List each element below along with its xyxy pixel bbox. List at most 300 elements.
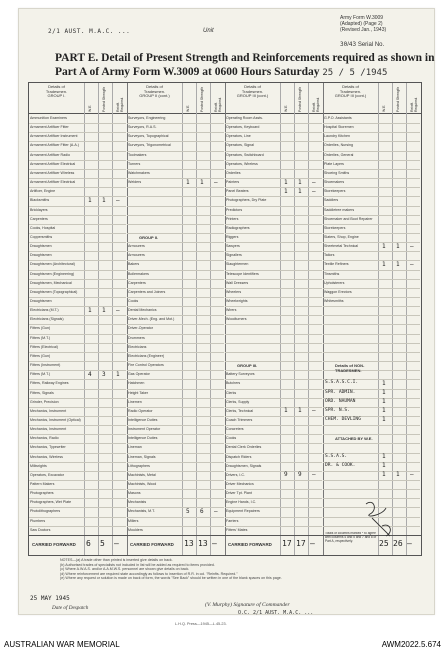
handwritten-entry: 1 xyxy=(396,471,400,479)
row-rule xyxy=(127,206,224,207)
row-rule xyxy=(323,324,420,325)
carried-forward-label: CARRIED FORWARD xyxy=(228,542,272,547)
row-rule xyxy=(225,526,322,527)
trade-label: Armament Artificer Fitter (A.A.) xyxy=(30,143,79,148)
row-rule xyxy=(29,507,126,508)
row-rule xyxy=(127,187,224,188)
row-rule xyxy=(225,123,322,124)
trade-label: Bakers xyxy=(128,262,140,267)
group-heading-line: GROUP III (cont.) xyxy=(236,93,269,98)
handwritten-entry: 1 xyxy=(186,178,190,186)
row-rule xyxy=(127,132,224,133)
row-rule xyxy=(127,480,224,481)
row-rule xyxy=(225,315,322,316)
title-date: 25 / 5 /194 xyxy=(322,68,382,78)
note-line: (c) Where A.W.A.S. and/or A.A.M.W.S. personnel are shown give details on back. xyxy=(60,567,190,572)
sub-column-divider xyxy=(308,83,309,555)
trade-label: Photolithographers xyxy=(30,509,61,514)
handwritten-entry: 1 xyxy=(382,471,386,479)
row-rule xyxy=(225,517,322,518)
trade-label: Storekeepers xyxy=(324,225,346,230)
row-rule xyxy=(225,270,322,271)
trade-label: Lithographers xyxy=(128,463,150,468)
row-rule xyxy=(127,224,224,225)
handwritten-entry: — xyxy=(214,507,218,515)
trade-label: Bricklayers xyxy=(30,207,48,212)
note-line: (e) Where any request or solution is made on back of form, the words "See Back" should be written in one of the blank spaces on this page. xyxy=(60,576,282,581)
trade-label: Textile Refiners xyxy=(324,262,349,267)
form-notes xyxy=(60,558,282,581)
trade-label: Concreters xyxy=(226,427,244,432)
row-rule xyxy=(225,352,322,353)
row-rule xyxy=(127,178,224,179)
row-rule xyxy=(225,132,322,133)
sub-column-divider xyxy=(378,83,379,555)
non-tradesman-entry: SPR. ADMIN. xyxy=(325,389,356,395)
handwritten-entry: 1 xyxy=(284,407,288,415)
row-rule xyxy=(29,270,126,271)
handwritten-entry: 4 xyxy=(88,370,92,378)
row-rule xyxy=(225,306,322,307)
row-rule xyxy=(225,141,322,142)
row-rule xyxy=(323,270,420,271)
totals-instruction: Totals of columns marked * to agree with columns 4 and 5 and 7 and 8 of Part A, respectively. xyxy=(325,532,377,543)
row-rule xyxy=(323,251,420,252)
group-heading-line: Tradesmen. xyxy=(339,88,362,94)
note-line: (d) Where reinforcement are required state accordingly as follows to insertion of R.R. in col. "Reinfts. Required." xyxy=(60,571,238,576)
row-rule xyxy=(225,215,322,216)
row-rule xyxy=(29,389,126,390)
row-rule xyxy=(127,489,224,490)
row-rule xyxy=(323,233,420,234)
trade-label: Shoemaker and Boot Repairer xyxy=(324,216,373,221)
trade-label: Tinsmiths xyxy=(324,271,340,276)
trade-label: Armament Artificer Fitter xyxy=(30,125,69,130)
trade-label: Orderlies, Nursing xyxy=(324,143,353,148)
group-heading-line: Tradesmen. xyxy=(143,88,166,94)
trade-label: Battery Surveyors xyxy=(226,372,255,377)
row-rule xyxy=(323,425,420,426)
trade-label: Telescope Identifiers xyxy=(226,271,259,276)
row-rule xyxy=(29,132,126,133)
handwritten-entry: 1 xyxy=(284,187,288,195)
trade-label: Tailors xyxy=(324,253,335,258)
row-rule xyxy=(323,361,420,362)
row-rule xyxy=(29,462,126,463)
row-rule xyxy=(29,288,126,289)
non-tradesman-count: 1 xyxy=(382,389,386,396)
row-rule xyxy=(29,498,126,499)
trade-label: Shoeing Smiths xyxy=(324,170,350,175)
row-rule xyxy=(127,471,224,472)
sub-column-heading: Reinft. Required. xyxy=(312,96,320,112)
carried-forward-value: 13 xyxy=(184,539,194,548)
row-rule xyxy=(225,233,322,234)
group-heading-line: Details of xyxy=(342,84,359,89)
handwritten-entry: 1 xyxy=(200,178,204,186)
trade-label: Whitesmiths xyxy=(324,299,344,303)
trade-label: Grinder, Precision xyxy=(30,399,59,404)
trade-label: Masons xyxy=(128,491,141,496)
row-rule xyxy=(225,251,322,252)
handwritten-entry: — xyxy=(410,242,414,250)
sub-column-heading: W.E. xyxy=(186,104,190,112)
title-year-digit: 5 xyxy=(381,68,388,78)
handwritten-entry: — xyxy=(312,178,316,186)
form-reference xyxy=(340,15,386,33)
trade-label: Dental Clerk Orderlies xyxy=(226,445,262,450)
trade-label: Driver-Mech. (Eng. and Mot.) xyxy=(128,317,175,322)
sub-column-heading: W.E. xyxy=(382,104,386,112)
row-rule xyxy=(225,288,322,289)
trade-label: G.P.O. Assistants xyxy=(324,116,352,120)
row-rule xyxy=(29,187,126,188)
row-rule xyxy=(323,187,420,188)
trade-label: Painters xyxy=(226,180,240,185)
row-rule xyxy=(225,480,322,481)
trade-label: Saddlers xyxy=(324,198,339,203)
trade-label: Butchers xyxy=(226,381,241,386)
attached-count: 1 xyxy=(382,453,386,461)
handwritten-entry: — xyxy=(312,407,316,415)
handwritten-entry: — xyxy=(410,471,414,479)
handwritten-entry: — xyxy=(214,178,218,186)
trade-label: Dental Mechanics xyxy=(128,308,157,313)
row-rule xyxy=(29,151,126,152)
trade-label: Armament Artificer Electrical xyxy=(30,161,76,166)
note-line: NOTES—(a) A trade other than printed is inserted give details on back. xyxy=(60,558,173,562)
trade-label: Mechanists, M.T. xyxy=(128,509,155,514)
row-rule xyxy=(29,352,126,353)
row-rule xyxy=(29,206,126,207)
handwritten-entry: 1 xyxy=(102,196,106,204)
attached-entry: S.S.A.S. xyxy=(325,453,348,459)
handwritten-entry: 1 xyxy=(284,178,288,186)
trade-label: Draughtsmen (Architectural) xyxy=(30,262,75,267)
trade-label: Cooks xyxy=(128,299,139,303)
row-rule xyxy=(225,242,322,243)
sub-column-heading: Reinft. Required. xyxy=(116,96,124,112)
non-tradesman-entry: SPR. N.S. xyxy=(325,407,350,413)
trade-label: Clerks xyxy=(226,390,237,395)
trade-label: Slaughtermen xyxy=(226,262,249,267)
commander-signature: (V. Murphy) Signature of Commander xyxy=(205,602,290,608)
handwritten-entry: — xyxy=(116,306,120,314)
handwritten-entry: 1 xyxy=(382,260,386,268)
row-rule xyxy=(323,151,420,152)
row-rule xyxy=(225,334,322,335)
archive-id: AWM2022.5.674 xyxy=(381,640,441,649)
form-ref-line: (Revised Jan., 1943) xyxy=(340,27,387,33)
row-rule xyxy=(225,489,322,490)
row-rule xyxy=(127,343,224,344)
row-rule xyxy=(127,443,224,444)
trade-label: Upholsterers xyxy=(324,280,345,285)
row-rule xyxy=(225,206,322,207)
row-rule xyxy=(127,462,224,463)
handwritten-entry: 9 xyxy=(298,471,302,479)
trade-label: Draughtsmen (Topographical) xyxy=(30,289,78,294)
row-rule xyxy=(127,498,224,499)
trade-label: Draughtsmen, Mechanical xyxy=(30,280,72,285)
row-rule xyxy=(127,379,224,380)
row-rule xyxy=(225,178,322,179)
note-line: (b) Authorised trades of specialists not included in list will be added as required to items provided. xyxy=(60,562,215,567)
trade-label: Hospital Storemen xyxy=(324,125,354,130)
group-heading-line: Tradesmen. xyxy=(45,88,68,94)
totals-value: — xyxy=(407,539,412,548)
row-rule xyxy=(225,443,322,444)
handwritten-entry: 3 xyxy=(102,370,106,378)
print-reference: L.H.Q. Press—1945—L.45-23. xyxy=(175,622,227,626)
row-rule xyxy=(127,334,224,335)
trade-label: Surveyors, Trigonometrical xyxy=(128,143,171,148)
row-rule xyxy=(29,260,126,261)
archive-source: AUSTRALIAN WAR MEMORIAL xyxy=(4,640,120,649)
trade-label: Fitters, Railway Engines xyxy=(30,381,69,386)
row-rule xyxy=(127,288,224,289)
totals-value: 26 xyxy=(393,539,403,548)
row-rule xyxy=(29,279,126,280)
row-rule xyxy=(29,178,126,179)
row-rule xyxy=(323,141,420,142)
handwritten-entry: 1 xyxy=(382,242,386,250)
trade-label: Wirers xyxy=(226,308,237,313)
trade-label: Boilermakers xyxy=(128,271,149,276)
trade-label: Ammunition Examiners xyxy=(30,116,67,120)
trade-label: Shoemakers xyxy=(324,180,345,185)
row-rule xyxy=(29,215,126,216)
trade-label: Operators, Wireless xyxy=(226,161,258,166)
trade-label: Fitters, Signals xyxy=(30,390,54,395)
trade-label: Mechanics, Radio xyxy=(30,436,59,441)
row-rule xyxy=(29,517,126,518)
row-rule xyxy=(127,169,224,170)
trade-label: Drivers, I.C. xyxy=(226,472,245,477)
sub-column-divider xyxy=(196,83,197,555)
trade-label: Draughtsmen xyxy=(30,299,52,303)
row-rule xyxy=(127,141,224,142)
group-heading-line: Details of xyxy=(48,84,65,89)
trade-label: Surveyors, R.A.S. xyxy=(128,125,157,130)
serial-number: 30/43 Serial No. xyxy=(340,41,385,48)
trade-label: Orderlies xyxy=(226,170,241,175)
handwritten-initials-mark xyxy=(360,496,400,544)
row-rule xyxy=(225,407,322,408)
serial-value: 30 xyxy=(340,41,348,48)
row-rule xyxy=(29,489,126,490)
row-rule xyxy=(127,434,224,435)
row-rule xyxy=(323,288,420,289)
trade-label: Coppersmiths xyxy=(30,234,53,239)
trade-label: Plumbers xyxy=(30,518,46,523)
trade-label: Farriers xyxy=(226,518,239,523)
trade-label: Sheetmetal Technical xyxy=(324,244,359,249)
carried-forward-label: CARRIED FORWARD xyxy=(32,542,76,547)
title-prefix: Part A of Army Form W.3009 at 0600 Hours Saturday xyxy=(55,66,320,78)
row-rule xyxy=(323,297,420,298)
sub-column-heading: Reinft. Required. xyxy=(214,96,222,112)
sub-column-divider xyxy=(112,83,113,555)
carried-forward-value: — xyxy=(310,539,315,548)
row-rule xyxy=(225,370,322,371)
row-rule xyxy=(323,178,420,179)
row-rule xyxy=(225,279,322,280)
trade-label: Electricians (Signals) xyxy=(30,317,64,322)
sub-column-divider xyxy=(98,83,99,555)
carried-forward-label: CARRIED FORWARD xyxy=(130,542,174,547)
serial-sub: 43 xyxy=(348,41,357,48)
row-rule xyxy=(127,251,224,252)
group-heading-line: GROUP I. xyxy=(47,93,66,98)
row-rule xyxy=(29,361,126,362)
trade-label: Photographers xyxy=(30,491,54,496)
trade-label: Riggers xyxy=(226,234,239,239)
trade-label: Cooks, Hospital xyxy=(30,225,56,230)
trade-label: Operators, Switchboard xyxy=(226,152,264,157)
non-tradesman-count: 1 xyxy=(382,379,386,387)
row-rule xyxy=(29,196,126,197)
trade-label: Electricians xyxy=(128,344,147,349)
trade-label: Equipment Repairers xyxy=(226,509,260,514)
row-rule xyxy=(323,260,420,261)
trade-label: Clerks, Technical xyxy=(226,408,254,413)
row-rule xyxy=(29,407,126,408)
row-rule xyxy=(323,306,420,307)
handwritten-entry: 1 xyxy=(88,196,92,204)
section-heading: Details of NON-TRADESMEN. xyxy=(335,363,365,374)
trade-label: Saw Doctors xyxy=(30,527,51,532)
row-rule xyxy=(29,526,126,527)
row-rule xyxy=(225,453,322,454)
sub-column-heading: Posted Strength xyxy=(200,86,204,112)
handwritten-entry: 1 xyxy=(396,260,400,268)
trade-label: Blacksmiths xyxy=(30,198,50,203)
sub-column-heading: Posted Strength xyxy=(102,86,106,112)
trade-label: Electricians (Engineer) xyxy=(128,353,165,358)
trade-label: Draughtsmen, Signals xyxy=(226,463,262,468)
handwritten-entry: 1 xyxy=(116,370,120,378)
section-heading: ATTACHED BY W.E. xyxy=(335,436,373,442)
trade-label: Dispatch Riders xyxy=(226,454,252,459)
trade-label: Armament Artificer Electrical xyxy=(30,180,76,185)
trade-label: Radiographers xyxy=(226,225,250,230)
row-rule xyxy=(29,343,126,344)
row-rule xyxy=(29,251,126,252)
non-tradesman-count: 1 xyxy=(382,416,386,424)
non-tradesman-entry: S.S.A.S.C.I. xyxy=(325,380,359,386)
row-rule xyxy=(29,443,126,444)
trade-label: Mechanists xyxy=(128,500,147,505)
attached-count: 1 xyxy=(382,462,386,470)
trade-label: Waggon Erectors xyxy=(324,289,352,294)
row-rule xyxy=(323,334,420,335)
unit-label: Unit xyxy=(203,28,214,34)
sub-column-heading: W.E. xyxy=(284,104,288,112)
row-rule xyxy=(29,434,126,435)
row-rule xyxy=(323,224,420,225)
trade-label: Engine Hands, I.C. xyxy=(226,500,257,505)
row-rule xyxy=(29,169,126,170)
row-rule xyxy=(225,507,322,508)
row-rule xyxy=(29,160,126,161)
trade-label: Coach Trimmers xyxy=(226,417,253,422)
row-rule xyxy=(225,471,322,472)
handwritten-entry: 1 xyxy=(88,306,92,314)
trade-label: Fitters (Gun) xyxy=(30,326,51,331)
row-rule xyxy=(323,343,420,344)
trade-label: Mechanics, Wireless xyxy=(30,454,63,459)
trade-label: Draughtsmen xyxy=(30,253,52,258)
row-rule xyxy=(127,160,224,161)
trade-label: Photographers, Dry Plate xyxy=(226,198,267,203)
row-rule xyxy=(323,471,420,472)
row-rule xyxy=(29,471,126,472)
sub-column-heading: Posted Strength xyxy=(298,86,302,112)
row-rule xyxy=(225,434,322,435)
row-rule xyxy=(29,297,126,298)
row-rule xyxy=(127,196,224,197)
trade-label: Armourers xyxy=(128,253,145,258)
sub-column-divider xyxy=(406,83,407,555)
row-rule xyxy=(29,425,126,426)
row-rule xyxy=(127,270,224,271)
row-rule xyxy=(127,123,224,124)
row-rule xyxy=(127,416,224,417)
handwritten-entry: 1 xyxy=(396,242,400,250)
trade-label: Toolmakers xyxy=(128,152,147,157)
row-rule xyxy=(127,352,224,353)
sub-column-divider xyxy=(392,83,393,555)
carried-forward-value: 13 xyxy=(198,539,208,548)
trade-label: Printers xyxy=(226,216,239,221)
row-rule xyxy=(225,260,322,261)
trade-label: Hatchmen xyxy=(128,381,145,386)
sub-column-heading: Posted Strength xyxy=(396,86,400,112)
trade-label: Operators, Keyboard xyxy=(226,125,260,130)
row-rule xyxy=(225,361,322,362)
trade-label: Fitters (M.T.) xyxy=(30,372,51,377)
row-rule xyxy=(29,315,126,316)
row-rule xyxy=(127,425,224,426)
group-heading-line: Details of xyxy=(244,84,261,89)
row-rule xyxy=(127,233,224,234)
row-rule xyxy=(127,151,224,152)
trade-label: Fitters (Instrument) xyxy=(30,363,61,368)
row-rule xyxy=(29,416,126,417)
handwritten-entry: 1 xyxy=(102,306,106,314)
trade-label: Moulders xyxy=(128,527,143,532)
trade-label: Drummers xyxy=(128,335,145,340)
row-rule xyxy=(29,141,126,142)
sub-column-divider xyxy=(84,83,85,555)
row-rule xyxy=(323,279,420,280)
trade-label: Surveyors, Topographical xyxy=(128,134,169,139)
trade-label: Plate Layers xyxy=(324,161,344,166)
group-heading-line: GROUP II (cont.) xyxy=(139,93,170,98)
row-rule xyxy=(29,233,126,234)
row-rule xyxy=(29,453,126,454)
trade-label: Carpenters and Joiners xyxy=(128,289,166,294)
trade-label: Driver Mechanics xyxy=(226,482,254,486)
trade-label: Mechanics, Instrument xyxy=(30,408,67,413)
row-rule xyxy=(29,324,126,325)
row-rule xyxy=(29,334,126,335)
trade-label: Mechanics, Instrument (Optical) xyxy=(30,417,81,422)
trade-label: Intelligence Duties xyxy=(128,417,158,422)
row-rule xyxy=(323,123,420,124)
row-rule xyxy=(323,480,420,481)
